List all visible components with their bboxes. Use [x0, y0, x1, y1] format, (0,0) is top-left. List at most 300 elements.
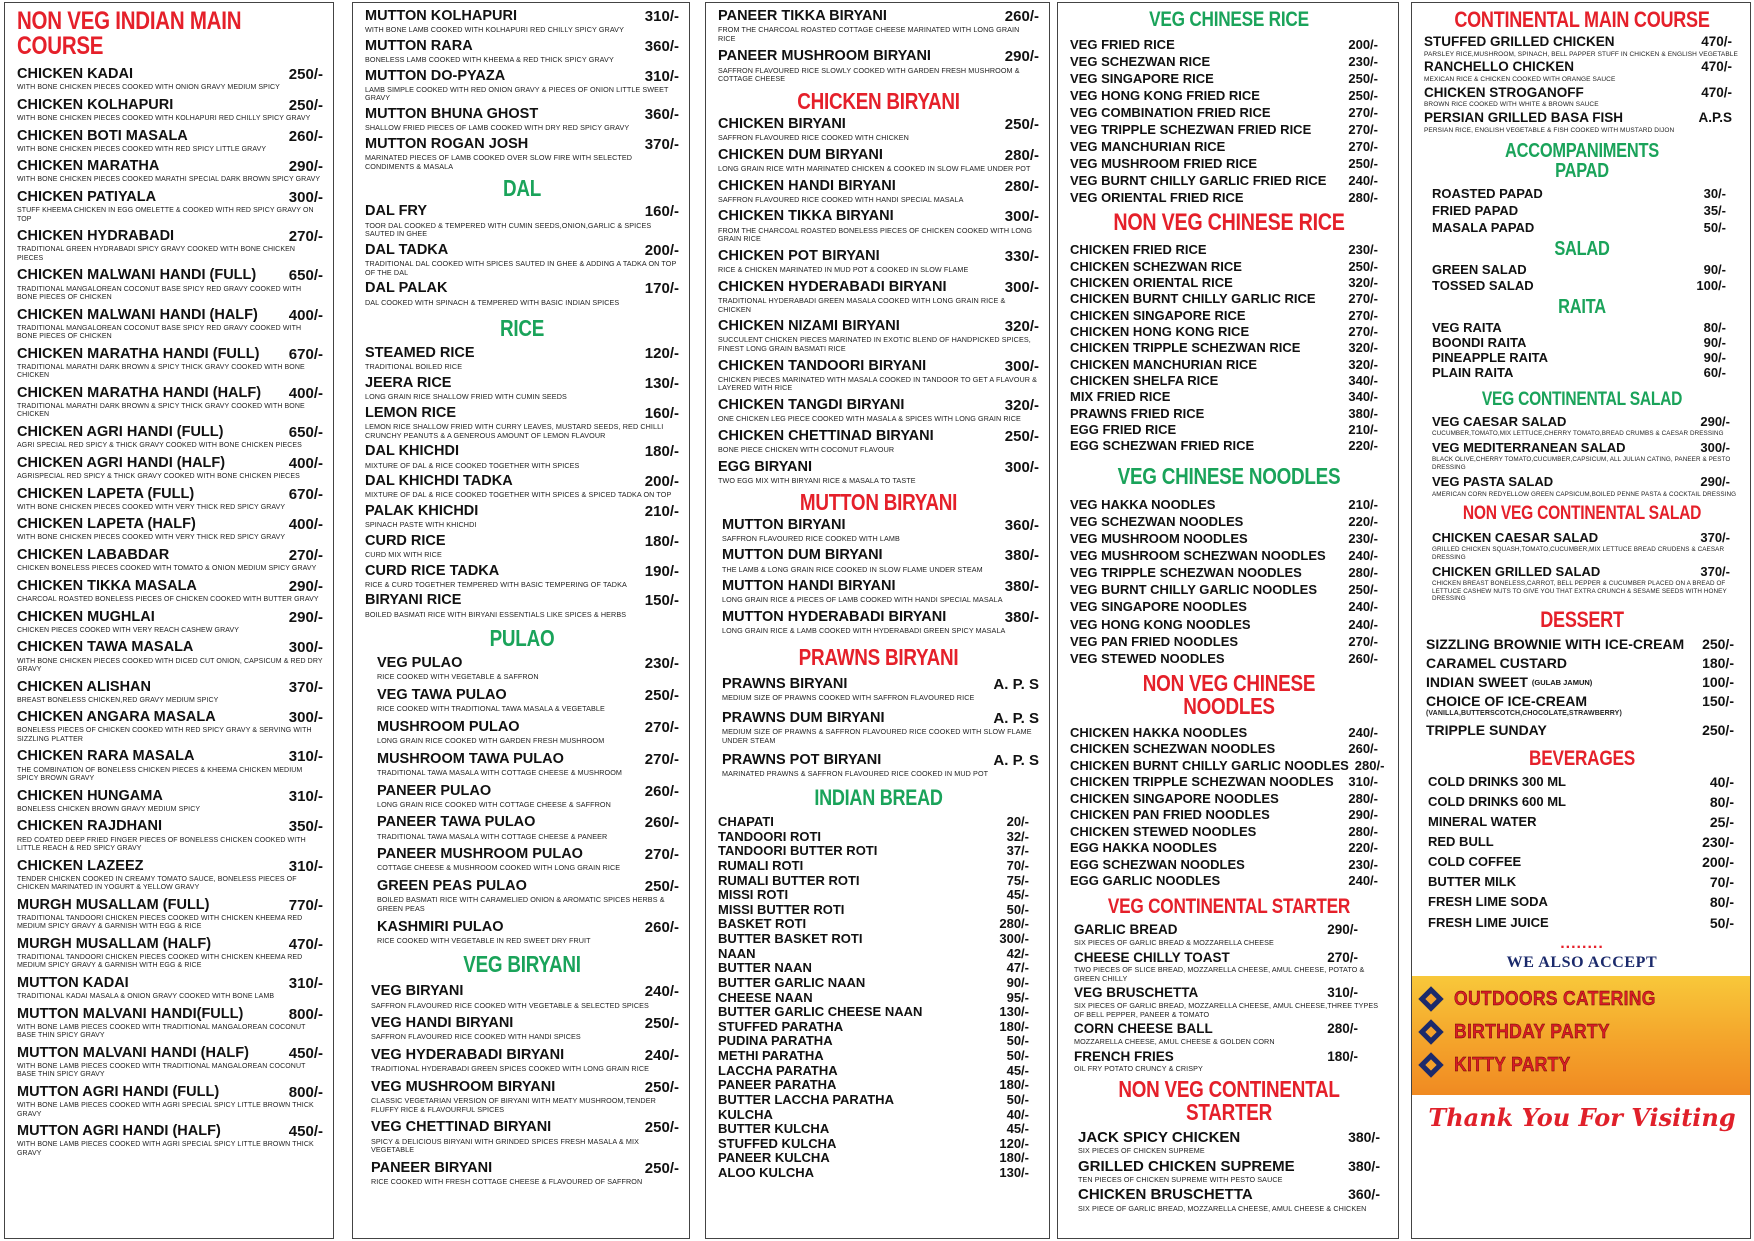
menu-item — [1424, 835, 1740, 850]
item-name: EGG BIRYANI — [718, 458, 813, 475]
item-name: CHICKEN BRUSCHETTA — [1078, 1186, 1253, 1204]
item-name: CHICKEN TAWA MASALA — [17, 639, 194, 656]
menu-item-line — [1070, 106, 1388, 120]
menu-item-line — [718, 117, 1039, 133]
item-price: 250/- — [1004, 115, 1039, 133]
menu-item-line — [365, 504, 679, 520]
item-name: CHICKEN TRIPPLE SCHEZWAN NOODLES — [1070, 774, 1334, 790]
menu-item-line — [1070, 309, 1388, 323]
item-description: CUCUMBER,TOMATO,MIX LETTUCE,CHERRY TOMATO,BREAD CRUMBS & CAESAR DRESSING — [1432, 429, 1724, 437]
menu-item-line — [1070, 775, 1388, 789]
menu-item-line — [1426, 694, 1740, 709]
item-price: 280/- — [1004, 146, 1039, 164]
item-price: 300/- — [288, 189, 323, 207]
item-price: 240/- — [1348, 548, 1378, 564]
menu-item-line — [718, 830, 1039, 844]
menu-item — [17, 1085, 323, 1119]
item-name: MISSI BUTTER ROTI — [718, 901, 845, 917]
item-name: FRENCH FRIES — [1074, 1048, 1174, 1064]
menu-item-line — [17, 749, 323, 765]
menu-item — [365, 534, 679, 560]
menu-item — [718, 249, 1039, 275]
menu-item-line — [1426, 723, 1740, 738]
menu-item — [365, 1080, 679, 1114]
menu-item — [365, 688, 679, 714]
item-price: 120/- — [644, 345, 679, 363]
menu-item-line — [718, 888, 1039, 902]
item-price: 400/- — [288, 384, 323, 402]
item-name: CHICKEN TANGDI BIRYANI — [718, 397, 905, 414]
column-5 — [1411, 2, 1751, 1239]
menu-item-line — [1078, 1187, 1388, 1203]
item-price: 260/- — [644, 782, 679, 800]
item-description: MIXTURE OF DAL & RICE COOKED TOGETHER WITH SPICES — [365, 460, 580, 470]
item-name: CHICKEN LAZEEZ — [17, 857, 144, 874]
item-name: VEG PASTA SALAD — [1432, 474, 1554, 490]
section-heading: PAPAD — [1555, 159, 1609, 182]
menu-item — [1070, 38, 1388, 52]
menu-item — [17, 67, 323, 93]
section-heading: VEG BIRYANI — [463, 951, 581, 978]
item-price: 270/- — [1348, 633, 1378, 649]
menu-item-line — [377, 752, 679, 768]
menu-item-line — [1070, 374, 1388, 388]
menu-item-line — [718, 209, 1039, 225]
item-name: GRILLED CHICKEN SUPREME — [1078, 1157, 1295, 1175]
item-price: 80/- — [1703, 319, 1726, 335]
menu-item — [718, 610, 1039, 636]
menu-item-line — [1070, 566, 1388, 580]
menu-item-line — [371, 1161, 679, 1177]
item-price: A.P.S — [1698, 110, 1732, 126]
menu-item-line — [17, 129, 323, 145]
menu-item-line — [1070, 72, 1388, 86]
item-name: GREEN PEAS PULAO — [377, 878, 527, 895]
menu-item-line — [17, 229, 323, 245]
item-description: BROWN RICE COOKED WITH WHITE & BROWN SAUCE — [1424, 101, 1599, 109]
section-heading: RAITA — [1558, 295, 1606, 318]
item-price: 310/- — [288, 974, 323, 992]
item-name: MUTTON HYDERABADI BIRYANI — [722, 609, 947, 626]
menu-item — [17, 859, 323, 893]
item-name: CHICKEN SCHEZWAN RICE — [1070, 258, 1242, 274]
menu-item-line — [365, 534, 679, 550]
item-price: 260/- — [1348, 650, 1378, 666]
menu-item-line — [1432, 351, 1740, 365]
menu-item-line — [1428, 775, 1740, 790]
item-price: 270/- — [1348, 323, 1378, 339]
menu-item — [17, 517, 323, 543]
item-description: RICE COOKED WITH TRADITIONAL TAWA MASALA & VEGETABLE — [377, 704, 605, 714]
item-name: STUFFED KULCHA — [718, 1135, 837, 1151]
menu-item — [718, 1034, 1039, 1048]
menu-item — [1070, 923, 1388, 947]
item-name: CHICKEN SINGAPORE NOODLES — [1070, 790, 1279, 806]
item-price: 280/- — [1327, 1021, 1358, 1037]
item-description: TRADITIONAL MARATHI DARK BROWN & SPICY THICK GRAVY COOKED WITH BONE CHICKEN — [17, 363, 305, 380]
menu-item — [17, 98, 323, 124]
item-price: 350/- — [288, 818, 323, 836]
item-price: 770/- — [288, 896, 323, 914]
item-name: CHOICE OF ICE-CREAM — [1426, 693, 1587, 710]
menu-item-line — [718, 976, 1039, 990]
section-heading: NON VEG INDIAN MAIN COURSE — [17, 7, 242, 60]
item-description: LONG GRAIN RICE COOKED WITH COTTAGE CHEESE & SAFFRON — [377, 799, 611, 809]
item-name: CHICKEN MARATHA HANDI (FULL) — [17, 345, 260, 362]
item-price: 210/- — [644, 502, 679, 520]
menu-item-line — [722, 579, 1039, 595]
menu-item — [365, 444, 679, 470]
menu-item-line — [718, 1122, 1039, 1136]
menu-item-line — [718, 815, 1039, 829]
item-description: SIX PIECES OF CHICKEN SUPREME — [1078, 1145, 1205, 1155]
decorative-dots: ........ — [1560, 934, 1604, 952]
menu-item-line — [718, 1034, 1039, 1048]
menu-item — [365, 847, 679, 873]
menu-item-line — [17, 268, 323, 284]
menu-item-line — [1074, 1050, 1388, 1065]
item-description: TWO PIECES OF SLICE BREAD, MOZZARELLA CHEESE, AMUL CHEESE, POTATO & GREEN CHILLY — [1074, 965, 1365, 983]
item-name: CHICKEN GRILLED SALAD — [1432, 564, 1601, 580]
item-price: A. P. S — [993, 675, 1039, 693]
item-name: CHICKEN HAKKA NOODLES — [1070, 724, 1248, 740]
item-price: 300/- — [999, 931, 1029, 947]
item-name: CHICKEN PATIYALA — [17, 189, 157, 206]
item-name: CHICKEN POT BIRYANI — [718, 247, 880, 264]
menu-item-line — [365, 564, 679, 580]
section-heading: DAL — [502, 175, 542, 202]
item-name: PALAK KHICHDI — [365, 502, 479, 519]
item-name: GARLIC BREAD — [1074, 922, 1178, 938]
menu-item-line — [1070, 38, 1388, 52]
item-description: TOOR DAL COOKED & TEMPERED WITH CUMIN SEEDS,ONION,GARLIC & SPICES SAUTED IN GHEE — [365, 220, 652, 239]
menu-item-line — [1070, 439, 1388, 453]
menu-item-line — [1070, 174, 1388, 188]
menu-item — [17, 456, 323, 482]
item-name: CHICKEN RARA MASALA — [17, 748, 195, 765]
item-name: VEG SCHEZWAN NOODLES — [1070, 514, 1244, 530]
menu-item — [718, 815, 1039, 829]
item-price: 250/- — [1702, 721, 1734, 738]
menu-item — [1070, 498, 1388, 512]
menu-item — [1424, 855, 1740, 870]
item-name: VEG MUSHROOM SCHEZWAN NOODLES — [1070, 548, 1326, 564]
menu-item — [17, 976, 323, 1002]
menu-item — [1424, 187, 1740, 201]
menu-item — [718, 888, 1039, 902]
section-heading: BEVERAGES — [1529, 746, 1635, 770]
item-price: 260/- — [644, 918, 679, 936]
menu-item-line — [722, 518, 1039, 534]
item-price: 310/- — [644, 67, 679, 85]
menu-item — [1424, 415, 1740, 438]
section-heading: NON VEG CONTINENTAL STARTER — [1118, 1075, 1340, 1125]
item-price: 270/- — [1348, 122, 1378, 138]
menu-item-line — [377, 847, 679, 863]
menu-item-line — [1428, 815, 1740, 830]
item-price: 200/- — [1348, 37, 1378, 52]
menu-item — [17, 680, 323, 706]
item-price: 320/- — [1348, 356, 1378, 372]
services-band — [1412, 976, 1750, 1095]
column-2 — [352, 2, 690, 1239]
item-name: CHICKEN HONG KONG RICE — [1070, 323, 1250, 339]
menu-item — [1070, 759, 1388, 773]
item-name: DAL FRY — [365, 203, 428, 220]
item-price: 210/- — [1348, 421, 1378, 437]
menu-item — [1424, 321, 1740, 335]
item-name: MUTTON HANDI BIRYANI — [722, 578, 896, 595]
item-description: WITH BONE LAMB PIECES COOKED WITH AGRI SPECIAL SPICY LITTLE BROWN THICK GRAVY — [17, 1102, 314, 1118]
menu-item — [17, 898, 323, 932]
item-description: MEDIUM SIZE OF PRAWNS & SAFFRON FLAVOURED RICE COOKED WITH SLOW FLAME UNDER STEAM — [722, 726, 1032, 745]
menu-item — [1424, 60, 1740, 83]
item-price: 320/- — [1004, 397, 1039, 415]
item-price: 70/- — [1006, 857, 1029, 873]
menu-item-line — [17, 789, 323, 805]
menu-item — [718, 117, 1039, 143]
item-name: CHICKEN STEWED NOODLES — [1070, 823, 1257, 839]
we-also-accept: WE ALSO ACCEPT — [1506, 953, 1658, 971]
section-heading: INDIAN BREAD — [814, 785, 943, 811]
menu-item-line — [377, 815, 679, 831]
item-name: RED BULL — [1428, 834, 1494, 850]
menu-item — [1424, 336, 1740, 350]
item-name: CHICKEN ANGARA MASALA — [17, 709, 216, 726]
item-name: MUSHROOM PULAO — [377, 718, 520, 735]
menu-item — [718, 359, 1039, 393]
item-price: 340/- — [1348, 389, 1378, 405]
menu-item — [718, 49, 1039, 83]
menu-item — [365, 346, 679, 372]
item-description: SAFFRON FLAVOURED RICE COOKED WITH HANDI SPECIAL MASALA — [718, 194, 964, 204]
item-price: 250/- — [1348, 582, 1378, 598]
menu-item-line — [1424, 111, 1740, 126]
menu-item-line — [1070, 140, 1388, 154]
item-name: PRAWNS FRIED RICE — [1070, 405, 1205, 421]
item-price: 200/- — [1702, 854, 1734, 871]
menu-item — [1424, 531, 1740, 561]
menu-item — [1070, 174, 1388, 188]
item-name: CHEESE NAAN — [718, 989, 813, 1005]
item-price: 380/- — [1348, 405, 1378, 421]
item-price: 360/- — [1004, 516, 1039, 534]
item-description: WITH BONE CHICKEN PIECES COOKED WITH RED SPICY LITTLE GRAVY — [17, 145, 267, 153]
menu-item-line — [17, 1085, 323, 1101]
item-description: TRADITIONAL GREEN HYDRABADI SPICY GRAVY COOKED WITH BONE CHICKEN PIECES — [17, 246, 296, 262]
item-price: 250/- — [288, 66, 323, 83]
menu-item — [718, 1108, 1039, 1122]
item-name: BUTTER LACCHA PARATHA — [718, 1091, 894, 1107]
item-price: 310/- — [288, 748, 323, 766]
item-description: CLASSIC VEGETARIAN VERSION OF BIRYANI WITH MEATY MUSHROOM,TENDER FLUFFY RICE & FLAVOURFUL SPICES — [371, 1096, 656, 1114]
item-price: 250/- — [644, 687, 679, 705]
menu-item-line — [1432, 321, 1740, 335]
diamond-bullet-icon — [1418, 1019, 1443, 1044]
item-description: TRADITIONAL HYDERABADI GREEN MASALA COOKED WITH LONG GRAIN RICE & CHICKEN — [718, 295, 1006, 314]
item-price: 380/- — [1004, 609, 1039, 627]
menu-item — [17, 579, 323, 605]
menu-item-line — [365, 593, 679, 609]
menu-item-line — [718, 319, 1039, 335]
menu-item — [718, 859, 1039, 873]
menu-item-line — [1070, 808, 1388, 822]
item-name: CHAPATI — [718, 814, 774, 830]
item-price: 80/- — [1709, 894, 1734, 911]
item-name: MURGH MUSALLAM (HALF) — [17, 935, 212, 952]
menu-item-line — [365, 9, 679, 25]
item-name: CHICKEN AGRI HANDI (FULL) — [17, 424, 224, 440]
menu-item — [1070, 986, 1388, 1019]
item-price: 310/- — [644, 8, 679, 25]
item-description: BONELESS PIECES OF CHICKEN COOKED WITH RED SPICY GRAVY & SERVING WITH SIZZLING PLATTER — [17, 727, 312, 743]
menu-item — [365, 1161, 679, 1187]
item-description: RED COATED DEEP FRIED FINGER PIECES OF BONELESS CHICKEN COOKED WITH LITTLE REACH & RED SPICY GRAVY — [17, 836, 306, 852]
menu-item — [17, 386, 323, 420]
menu-item-line — [1432, 565, 1740, 579]
menu-item — [365, 1120, 679, 1154]
item-price: 290/- — [288, 577, 323, 595]
menu-item-line — [718, 874, 1039, 888]
item-name: EGG GARLIC NOODLES — [1070, 873, 1221, 889]
menu-item — [1424, 895, 1740, 910]
item-price: 270/- — [288, 228, 323, 246]
menu-item-line — [365, 444, 679, 460]
item-price: 270/- — [1348, 291, 1378, 307]
item-price: 50/- — [1709, 914, 1734, 931]
menu-item-line — [17, 190, 323, 206]
item-description: CHICKEN PIECES MARINATED WITH MASALA COOKED IN TANDOOR TO GET A FLAVOUR & LAYERED WITH RICE — [718, 374, 1038, 393]
menu-item-line — [1078, 1159, 1388, 1175]
menu-item-line — [1070, 874, 1388, 888]
menu-item-line — [1070, 191, 1388, 205]
item-price: 50/- — [1006, 1033, 1029, 1049]
item-description: TRADITIONAL TAWA MASALA WITH COTTAGE CHEESE & PANEER — [377, 831, 608, 841]
item-description: TRADITIONAL MARATHI DARK BROWN & SPICY THICK GRAVY COOKED WITH BONE CHICKEN — [17, 403, 305, 419]
menu-item — [17, 819, 323, 853]
item-price: 310/- — [288, 857, 323, 875]
service-item — [1412, 1054, 1750, 1077]
menu-item — [1070, 72, 1388, 86]
menu-item-line — [17, 67, 323, 83]
item-name: FRESH LIME SODA — [1428, 894, 1548, 910]
menu-item — [718, 947, 1039, 961]
item-price: 230/- — [1702, 834, 1734, 851]
item-name: RUMALI ROTI — [718, 857, 804, 873]
item-price: A. P. S — [993, 709, 1039, 727]
menu-item-line — [17, 308, 323, 324]
item-price: 150/- — [1702, 693, 1734, 710]
item-name: VEG CAESAR SALAD — [1432, 413, 1567, 429]
item-description: THE COMBINATION OF BONELESS CHICKEN PIECES & KHEEMA CHICKEN MEDIUM SPICY BROWN GRAVY — [17, 766, 303, 783]
column-3 — [705, 2, 1050, 1239]
menu-item — [1424, 775, 1740, 790]
menu-item-line — [718, 1137, 1039, 1151]
menu-item — [718, 1064, 1039, 1078]
item-price: 260/- — [288, 127, 323, 145]
menu-item-line — [365, 281, 679, 297]
menu-item — [1070, 583, 1388, 597]
item-price: 310/- — [1327, 985, 1358, 1001]
menu-item — [1424, 694, 1740, 719]
menu-item — [365, 243, 679, 277]
item-name: CHICKEN KADAI — [17, 66, 133, 82]
item-price: 230/- — [1348, 242, 1378, 258]
item-price: 250/- — [1004, 427, 1039, 445]
menu-item — [17, 937, 323, 971]
menu-item-line — [718, 932, 1039, 946]
menu-item — [1070, 1130, 1388, 1156]
menu-item-line — [365, 376, 679, 392]
item-name: PERSIAN GRILLED BASA FISH — [1424, 110, 1624, 126]
item-name: VEG HONG KONG FRIED RICE — [1070, 88, 1260, 104]
menu-item — [718, 991, 1039, 1005]
item-price: 290/- — [1327, 922, 1358, 938]
item-description: SAFFRON FLAVOURED RICE COOKED WITH HANDI SPICES — [371, 1032, 581, 1042]
item-name: PANEER TAWA PULAO — [377, 814, 536, 831]
menu-item-line — [1432, 441, 1740, 455]
item-price: 670/- — [288, 345, 323, 363]
item-name: MUTTON DO-PYAZA — [365, 67, 506, 84]
item-description: TRADITIONAL MANGALOREAN COCONUT BASE SPICY RED GRAVY COOKED WITH BONE PIECES OF CHICKEN — [17, 324, 302, 341]
item-price: 450/- — [288, 1044, 323, 1062]
item-name: DAL TADKA — [365, 241, 449, 258]
menu-item-line — [1070, 292, 1388, 306]
item-name: CHICKEN BOTI MASALA — [17, 127, 188, 144]
menu-item — [1424, 279, 1740, 293]
menu-item-line — [718, 359, 1039, 375]
item-name: ROASTED PAPAD — [1432, 185, 1543, 201]
section-heading: NON VEG CONTINENTAL SALAD — [1462, 503, 1702, 525]
item-price: 240/- — [644, 1047, 679, 1065]
item-price: 220/- — [1348, 438, 1378, 454]
menu-item — [1070, 89, 1388, 103]
item-name: TANDOORI BUTTER ROTI — [718, 843, 878, 859]
menu-item-line — [1070, 407, 1388, 421]
item-description: SHALLOW FRIED PIECES OF LAMB COOKED WITH DRY RED SPICY GRAVY — [365, 123, 630, 133]
item-name: INDIAN SWEET — [1426, 674, 1528, 691]
item-name: COLD COFFEE — [1428, 854, 1522, 870]
menu-item — [718, 1166, 1039, 1180]
item-name: VEG STEWED NOODLES — [1070, 650, 1225, 666]
item-price: 380/- — [1004, 547, 1039, 565]
item-name: BUTTER NAAN — [718, 960, 812, 976]
item-name: CHICKEN ORIENTAL RICE — [1070, 274, 1233, 290]
menu-item-line — [1424, 60, 1740, 75]
menu-item-line — [1428, 875, 1740, 890]
item-name: VEG COMBINATION FRIED RICE — [1070, 105, 1271, 121]
item-price: 280/- — [1348, 790, 1378, 806]
item-price: 290/- — [1700, 474, 1730, 490]
item-price: 120/- — [999, 1135, 1029, 1151]
service-label: OUTDOORS CATERING — [1454, 987, 1656, 1010]
item-name: PRAWNS DUM BIRYANI — [722, 709, 885, 726]
item-price: 200/- — [644, 241, 679, 259]
menu-item — [718, 548, 1039, 574]
item-description: BONELESS LAMB COOKED WITH KHEEMA & RED THICK SPICY GRAVY — [365, 55, 614, 65]
menu-item-line — [17, 1124, 323, 1140]
menu-item-line — [718, 1093, 1039, 1107]
menu-item — [365, 504, 679, 530]
item-name: ALOO KULCHA — [718, 1165, 815, 1181]
item-price: 230/- — [644, 655, 679, 673]
item-name: CHICKEN MANCHURIAN RICE — [1070, 356, 1258, 372]
menu-item — [1424, 875, 1740, 890]
item-description: SPINACH PASTE WITH KHICHDI — [365, 520, 477, 530]
service-label: BIRTHDAY PARTY — [1454, 1020, 1610, 1043]
diamond-bullet-icon — [1418, 1052, 1443, 1077]
menu-item — [718, 579, 1039, 605]
